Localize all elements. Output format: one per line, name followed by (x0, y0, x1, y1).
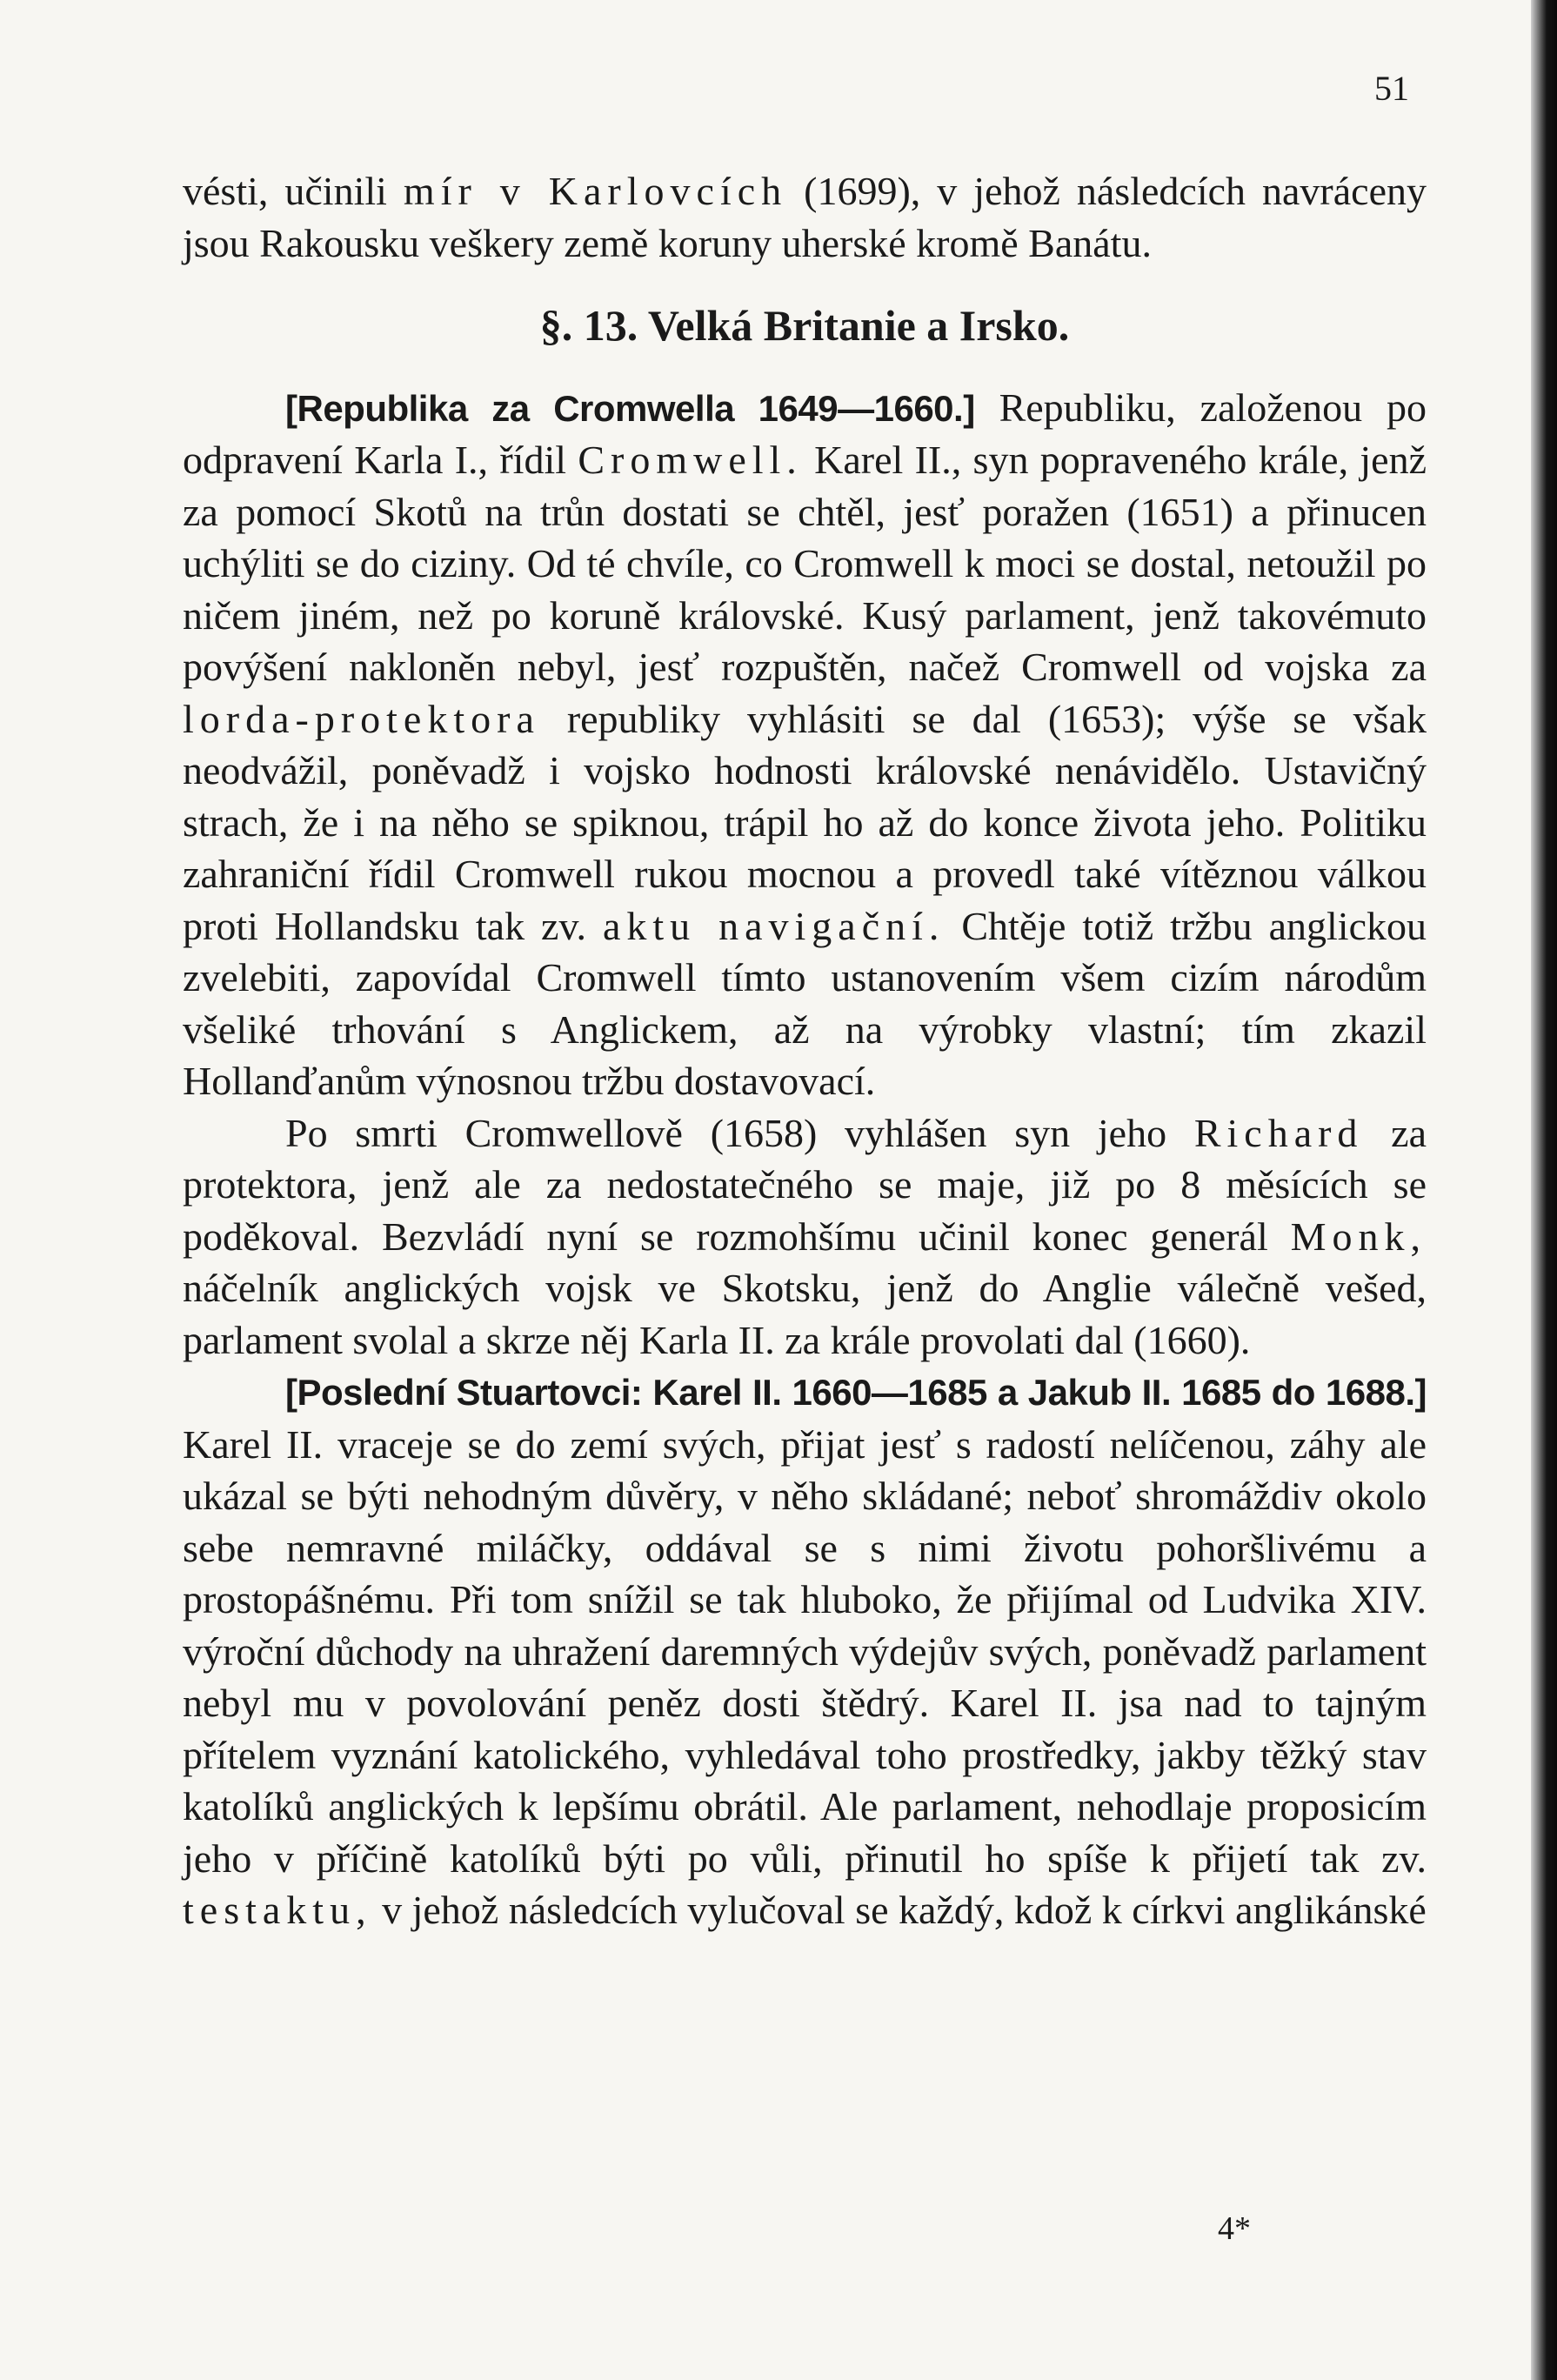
spaced-term-testaktu: testaktu, (183, 1888, 372, 1932)
text-run: Po smrti Cromwellově (1658) vyhlášen syn jeho (285, 1110, 1194, 1155)
spaced-term-cromwell: Cromwell. (578, 438, 803, 482)
spaced-term-monk: Monk, (1290, 1213, 1427, 1259)
page-edge-shadow (1531, 0, 1557, 2380)
body-text (183, 165, 1427, 1936)
spaced-term-lorda-protektora: lorda-protektora (183, 696, 540, 741)
text-run: Karel II. vraceje se do zemí svých, přijat jesť s radostí nelíčenou, záhy ale ukázal se býti nehodným důvěry, v něho skládané; neboť shromáždiv okolo sebe nemravné miláčky, oddával se s nimi životu pohoršlivému a prostopášnému. Při tom snížil se tak hluboko, že přijímal od Ludvika XIV. výroční důchody na uhražení daremných výdejův svých, poněvadž parlament nebyl mu v povolování peněz dosti štědrý. Karel II. jsa nad to tajným přítelem vyznání katolického, vyhledával toho prostředky, jakby těžký stav katolíků anglických k lepšímu obrátil. Ale parlament, nehodlaje proposicím jeho v příčině katolíků býti po vůli, přinutil ho spíše k přijetí tak zv. (183, 1421, 1427, 1881)
spaced-term-richard: Richard (1193, 1110, 1364, 1155)
text-run: vésti, učinili (183, 169, 404, 213)
spaced-term-mir-v-karlovcich: mír v Karlovcích (403, 169, 788, 213)
text-run: (1699), v jehož následcích navráceny jsou Rakousku veškery země koruny uherské kromě Banátu. (183, 169, 1427, 265)
paragraph-stuartovci (183, 1366, 1427, 1936)
subsection-heading-stuartovci: [Poslední Stuartovci: Karel II. 1660—1685 a Jakub II. 1685 do 1688.] (285, 1372, 1427, 1413)
paragraph-richard (183, 1107, 1427, 1367)
text-run: Republiku, založenou po odpravení Karla I., řídil (183, 384, 1427, 482)
text-run: Karel II., syn popraveného krále, jenž za pomocí Skotů na trůn dostati se chtěl, jesť poražen (1651) a přinucen uchýliti se do ciziny. Od té chvíle, co Cromwell k moci se dostal, netoužil po ničem jiném, než po koruně královské. Kusý parlament, jenž takovémuto povýšení nakloněn nebyl, jesť rozpuštěn, načež Cromwell od vojska za (183, 438, 1427, 689)
paragraph-cromwell (183, 382, 1427, 1107)
section-heading: §. 13. Velká Britanie a Irsko. (539, 301, 1070, 350)
text-run: republiky vyhlásiti se dal (1653); výše se však neodvážil, poněvadž i vojsko hodnosti královské nenávidělo. Ustavičný strach, že i na něho se spiknou, trápil ho až do konce života jeho. Politiku zahraniční řídil Cromwell rukou mocnou a provedl také vítěznou válkou proti Hollandsku tak zv. (183, 696, 1427, 948)
spaced-term-aktu-navigacni: aktu navigační. (602, 903, 946, 948)
text-run: náčelník anglických vojsk ve Skotsku, jenž do Anglie válečně vešed, parlament svolal a skrze něj Karla II. za krále provolati dal (1660). (183, 1266, 1427, 1362)
page-number: 51 (1374, 69, 1409, 108)
signature-mark: 4* (1218, 2210, 1251, 2247)
text-run: za protektora, jenž ale za nedostatečného se maje, již po 8 měsících se poděkoval. Bezvládí nyní se rozmohšímu učinil konec generál (183, 1110, 1427, 1259)
paragraph-karlovci (183, 165, 1427, 269)
text-run: v jehož následcích vylučoval se každý, kdož k církvi anglikánské (371, 1888, 1427, 1932)
text-run: Chtěje totiž tržbu anglickou zvelebiti, zapovídal Cromwell tímto ustanovením všem cizím národům všeliké trhování s Anglickem, až na výrobky vlastní; tím zkazil Hollanďanům výnosnou tržbu dostavovací. (183, 903, 1427, 1103)
subsection-heading-republika: [Republika za Cromwella 1649—1660.] (285, 387, 975, 429)
